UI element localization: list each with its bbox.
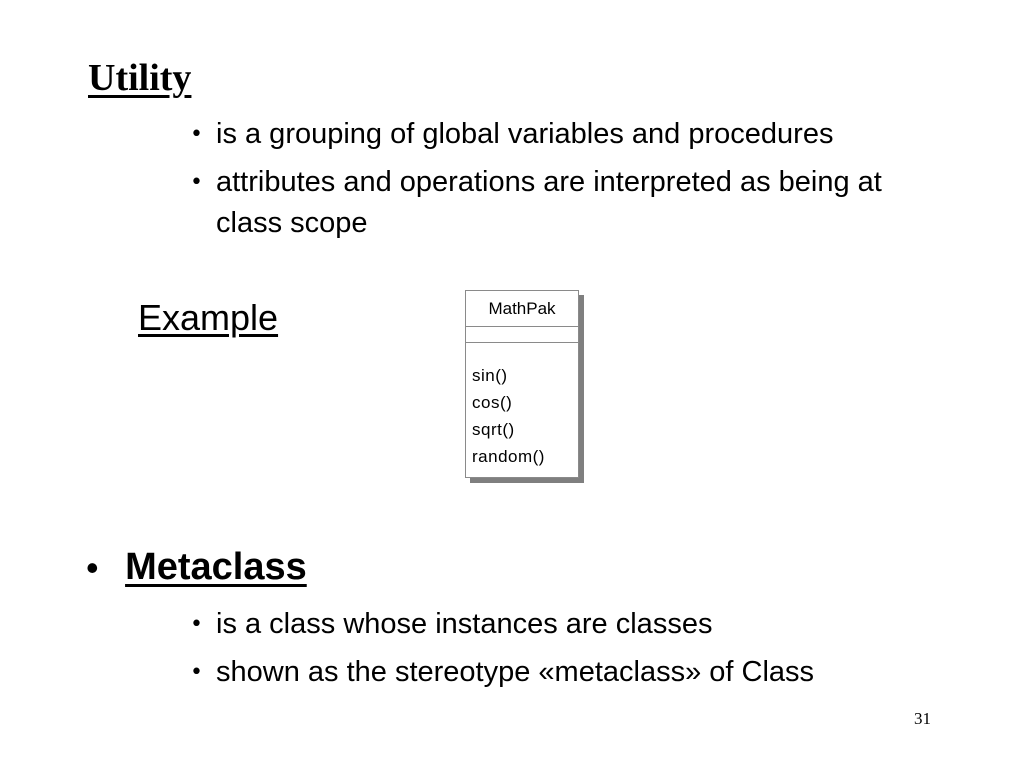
uml-attributes-divider xyxy=(466,326,578,327)
utility-bullet-list xyxy=(190,114,910,251)
uml-operation: cos() xyxy=(472,393,513,412)
page-number: 31 xyxy=(914,709,931,728)
bullet-dot-icon: • xyxy=(190,660,203,685)
metaclass-bullet-text: is a class whose instances are classes xyxy=(216,608,713,640)
metaclass-heading: Metaclass xyxy=(125,546,307,588)
utility-bullet-text: is a grouping of global variables and procedures xyxy=(216,118,834,150)
bullet-dot-icon: • xyxy=(190,170,203,195)
uml-class-name: MathPak xyxy=(488,299,556,318)
metaclass-bullet-item xyxy=(190,604,910,645)
uml-operations-divider xyxy=(466,342,578,343)
bullet-dot-icon: • xyxy=(86,546,99,588)
uml-operation: sin() xyxy=(472,366,508,385)
bullet-dot-icon: • xyxy=(190,122,203,147)
metaclass-bullet-item xyxy=(190,652,910,693)
utility-bullet-item xyxy=(190,162,910,244)
uml-operation: sqrt() xyxy=(472,420,515,439)
uml-class-box xyxy=(465,290,579,478)
example-label: Example xyxy=(138,297,279,338)
bullet-dot-icon: • xyxy=(190,612,203,637)
utility-heading: Utility xyxy=(88,57,192,99)
metaclass-heading-row xyxy=(86,546,307,589)
metaclass-bullet-text: shown as the stereotype «metaclass» of Class xyxy=(216,656,815,688)
utility-bullet-item xyxy=(190,114,910,155)
metaclass-bullet-list xyxy=(190,604,910,700)
utility-bullet-text: attributes and operations are interpreted as being at class scope xyxy=(216,166,882,239)
uml-operations-list xyxy=(472,362,545,470)
uml-operation: random() xyxy=(472,447,545,466)
